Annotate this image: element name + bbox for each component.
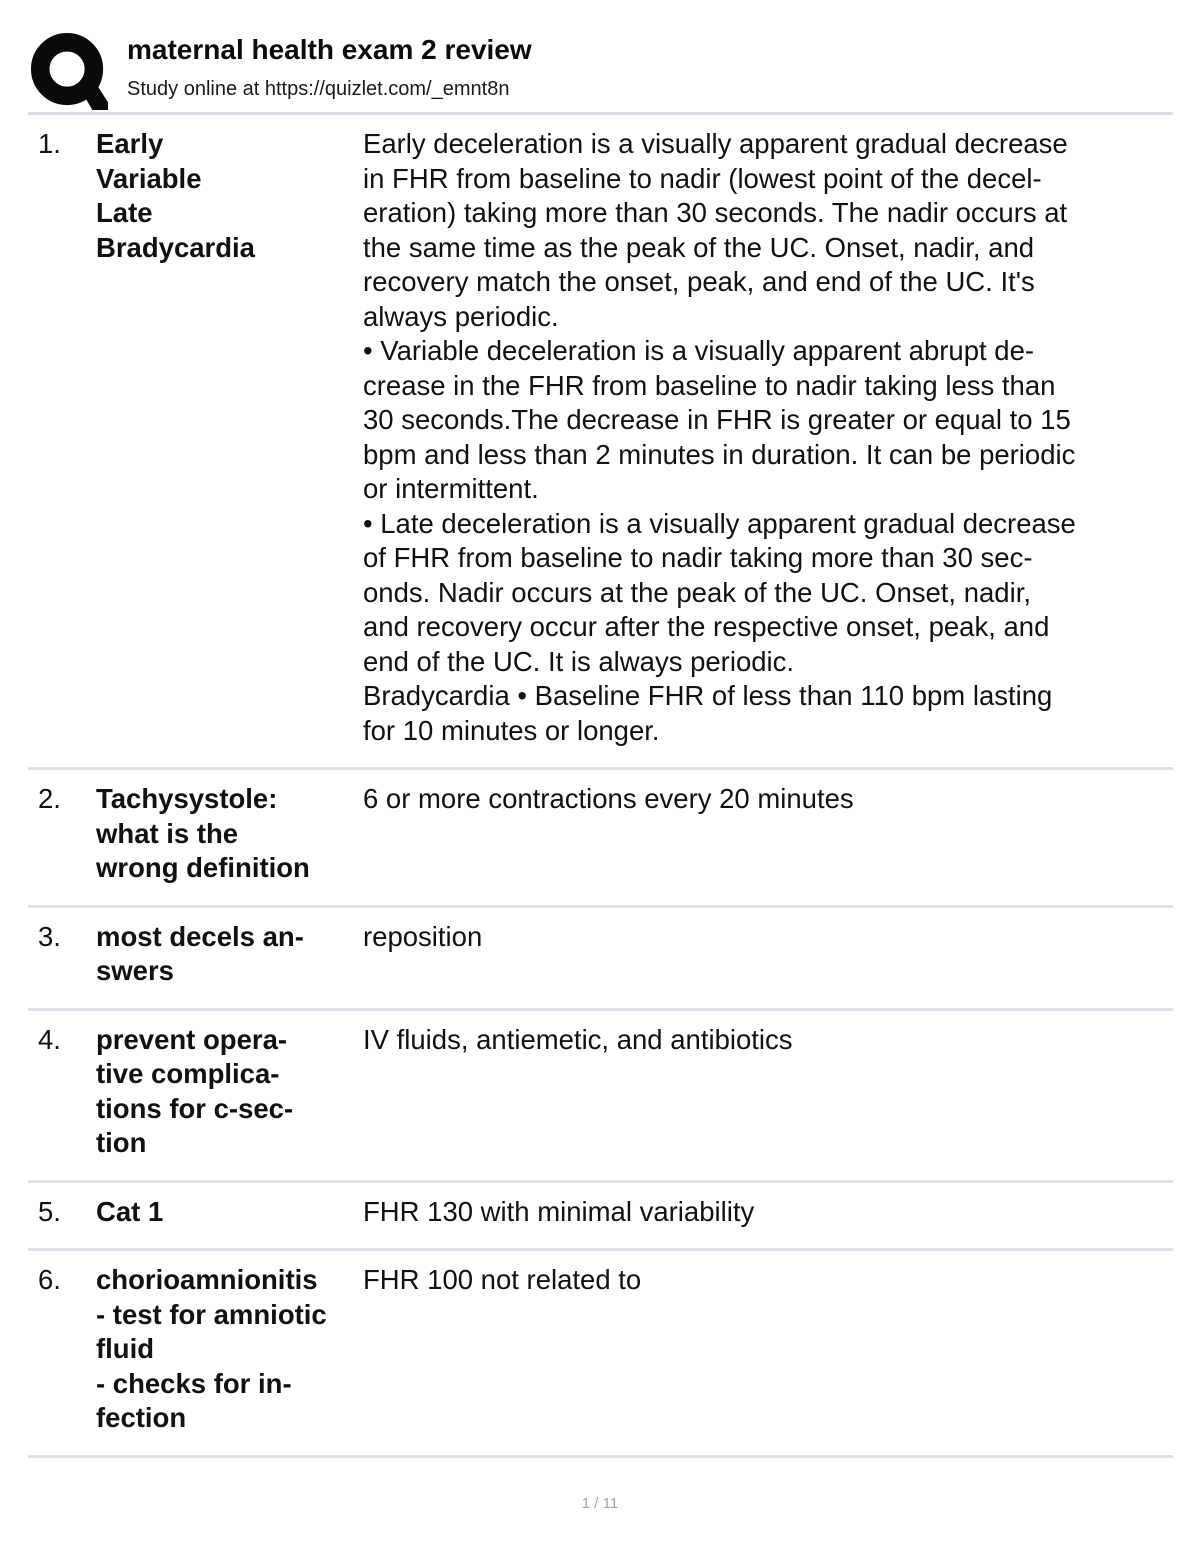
set-title: maternal health exam 2 review	[127, 34, 532, 65]
card-number: 1.	[38, 128, 61, 159]
page-number: 1 / 11	[581, 1495, 619, 1512]
flashcard-list	[28, 115, 1173, 1458]
card-definition: IV fluids, antiemetic, and antibiotics	[363, 1023, 793, 1055]
quizlet-q-logo-icon	[30, 32, 108, 110]
card-number: 3.	[38, 920, 61, 952]
card-term: Tachysystole: what is the wrong definition	[96, 783, 310, 883]
card-term: chorioamnionitis - test for amniotic fluid - checks for in- fection	[96, 1264, 327, 1433]
card-definition: 6 or more contractions every 20 minutes	[363, 783, 854, 814]
card-number: 6.	[38, 1264, 61, 1295]
card-term: prevent opera- tive complica- tions for c-sec- tion	[96, 1023, 294, 1158]
card-definition: FHR 130 with minimal variability	[363, 1195, 755, 1227]
flashcard-row	[28, 908, 1173, 1011]
flashcard-row	[28, 1183, 1173, 1252]
card-number: 2.	[38, 783, 61, 814]
flashcard-row	[28, 115, 1173, 770]
study-online-link[interactable]: Study online at https://quizlet.com/_emnt8n	[127, 78, 510, 100]
card-definition: Early deceleration is a visually apparent gradual decrease in FHR from baseline to nadir (lowest point of the decel- eration) taking more than 30 seconds. The nadir occurs at the same time as the peak of the UC. Onset, nadir, and recovery match the onset, peak, and end of the UC. It's always periodic. • Variable deceleration is a visually apparent abrupt de- crease in the FHR from baseline to nadir taking less than 30 seconds.The decrease in FHR is greater or equal to 15 bpm and less than 2 minutes in duration. It can be periodic or intermittent. • Late deceleration is a visually apparent gradual decrease of FHR from baseline to nadir taking more than 30 sec- onds. Nadir occurs at the peak of the UC. Onset, nadir, and recovery occur after the respective onset, peak, and end of the UC. It is always periodic. Bradycardia • Baseline FHR of less than 110 bpm lasting for 10 minutes or longer.	[363, 128, 1076, 746]
card-term: Early Variable Late Bradycardia	[96, 128, 255, 263]
card-number: 4.	[38, 1023, 61, 1055]
card-number: 5.	[38, 1195, 61, 1227]
card-term: Cat 1	[96, 1195, 164, 1227]
card-definition: FHR 100 not related to	[363, 1264, 642, 1295]
page-header	[30, 30, 1175, 114]
flashcard-row	[28, 770, 1173, 908]
card-definition: reposition	[363, 920, 483, 952]
card-term: most decels an- swers	[96, 920, 304, 986]
flashcard-row	[28, 1011, 1173, 1183]
flashcard-row	[28, 1251, 1173, 1458]
